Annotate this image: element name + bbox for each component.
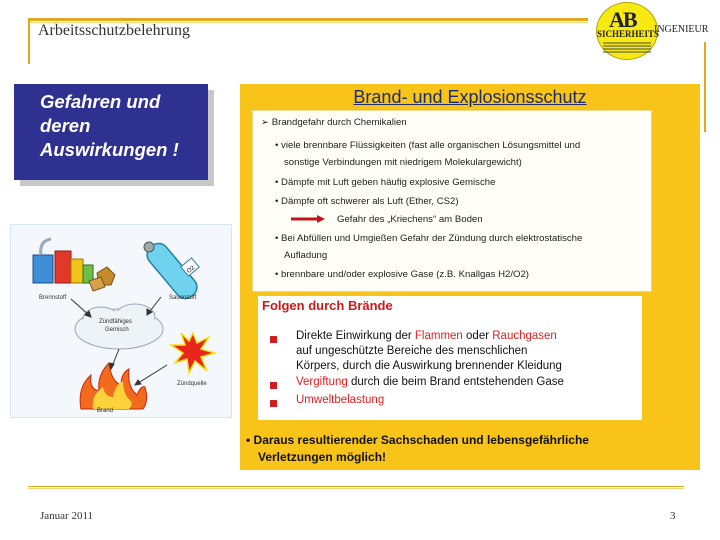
footer-rule [28,486,684,487]
red-square-bullet [270,400,277,407]
fuel-canisters-icon [33,239,115,291]
consequence-3: Umweltbelastung [296,394,385,406]
label-fuel: Brennstoff [39,295,67,301]
logo-badge [596,2,658,60]
consequence-1-line-3: Körpers, durch die Auswirkung brennender Kleidung [296,360,562,372]
chemicals-heading: ➢ Brandgefahr durch Chemikalien [261,117,407,128]
svg-text:O2: O2 [186,265,197,275]
consequences-title: Folgen durch Brände [262,298,393,313]
hazard-line-6: • Bei Abfüllen und Umgießen Gefahr der Zündung durch elektrostatische [275,233,583,244]
consequence-1-line-2: auf ungeschützte Bereiche des menschlichen [296,345,528,357]
hazards-title-box [14,84,208,180]
hazard-line-1: • viele brennbare Flüssigkeiten (fast alle organischen Lösungsmittel und [275,140,581,151]
fire-consequences-box [258,296,642,420]
hazards-title: Gefahren und deren Auswirkungen ! [40,91,179,160]
label-fire: Brand [97,408,114,414]
label-oxygen: Sauerstoff [169,295,197,301]
logo-word: INGENIEUR [654,24,709,35]
red-square-bullet [270,382,277,389]
page-number: 3 [670,510,676,522]
header-rule [28,18,588,21]
footer-date: Januar 2011 [40,510,94,522]
logo-monogram: AB [609,7,636,32]
creeping-hazard-line: Gefahr des „Kriechens“ am Boden [291,214,483,225]
label-ignition: Zündquelle [177,381,207,387]
document-title: Arbeitsschutzbelehrung [38,22,190,39]
hazard-line-2: sonstige Verbindungen mit niedrigem Molekulargewicht) [284,157,522,168]
hazard-line-8: • brennbare und/oder explosive Gase (z.B. Knallgas H2/O2) [275,269,530,280]
hazard-line-7: Aufladung [284,250,328,261]
red-arrow-icon [291,215,325,223]
hazard-line-4: • Dämpfe oft schwerer als Luft (Ether, CS2) [275,196,459,207]
ignition-spark-icon [171,333,215,373]
fire-protection-panel [240,84,700,470]
fire-triangle-diagram [10,224,232,418]
label-mixture-2: Gemisch [105,327,129,333]
arrow-bullet-icon: ➢ [261,117,272,128]
footer-rule-light [28,488,684,489]
consequence-1-line-1: Direkte Einwirkung der Flammen oder Rauchgasen [296,330,557,342]
red-square-bullet [270,336,277,343]
chemicals-hazard-box [252,110,652,292]
flame-icon [80,363,146,409]
oxygen-cylinder-icon [143,239,201,302]
conclusion-text: • Daraus resultierender Sachschaden und lebensgefährliche Verletzungen möglich! [246,433,589,464]
hazard-line-3: • Dämpfe mit Luft geben häufig explosive Gemische [275,177,496,188]
panel-title: Brand- und Explosionsschutz [353,87,587,107]
logo-small-print [603,41,651,55]
label-mixture-1: Zündfähiges [99,319,133,325]
header-rule-left [28,18,30,64]
consequence-2: Vergiftung durch die beim Brand entstehenden Gase [296,376,564,388]
sicherheitsingenieur-logo [596,2,720,58]
logo-subtitle: SICHERHEITS [597,29,660,39]
